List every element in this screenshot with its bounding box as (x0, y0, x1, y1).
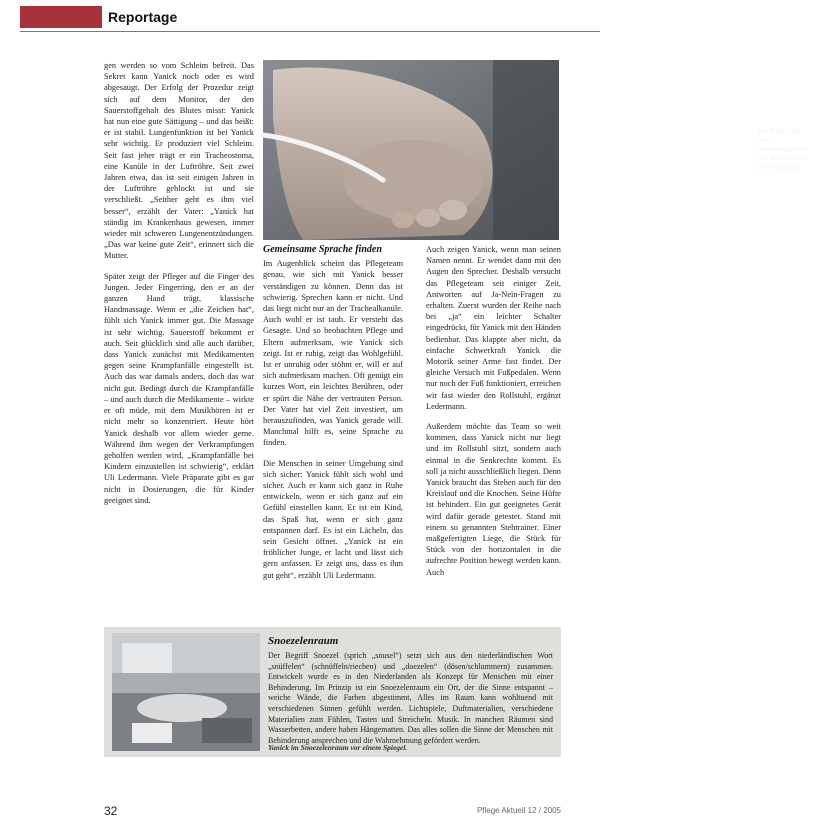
page-header (0, 6, 620, 28)
header-rule (20, 31, 600, 32)
foot-sensor-photo (263, 60, 809, 240)
paragraph: Außerdem möchte das Team so weit kommen, dass Yanick nicht nur liegt und im Rollstuhl sitzt, sondern auch einmal in die Senkrechte kommt. Es soll ja nicht ausschließlich liegen. Denn Yanick braucht das Stehen auch für den Kreislauf und die Knochen. Seine Hüfte ist behindert. Ein gut geeignetes Gerät wird dafür gerade getestet. Stand mit einem so genannten Stehtrainer. Einer maßgefertigten Liege, die Stück für Stück von der horizontalen in die aufrechte Position bewegt werden kann. Auch (426, 422, 561, 577)
photo-caption: Ein Fühler für den Sauerstoffgehalt des Blutes ist am Zeh befestigt. (758, 126, 809, 171)
article-column-1 (104, 60, 254, 515)
box-title: Snoezelenraum (268, 635, 339, 647)
header-accent-block (20, 6, 102, 28)
publication-source: Pflege Aktuell 12 / 2005 (476, 806, 561, 815)
page-number: 32 (104, 804, 118, 818)
paragraph: Später zeigt der Pfleger auf die Finger des Jungen. Jeder Fingerring, den er an der ganzen Hand trägt, klassische Handmassage. Wenn er „die Zeichen hat“, fühlt sich Yanick immer gut. Die Massage ist sehr wichtig. Sauerstoff bekommt er auch. Seit glücklich sind alle auch darüber, dass Yanick zunächst mit Medikamenten gegen seine Krampfanfälle eingestellt ist. Auch das war damals anders, doch das war nicht gut. Bedingt durch die Krampfanfälle – und auch durch die Medikamente – wirkte er oft müde, mit dem Musikhören ist er nicht mehr so konzentriert. Heute hört Yanick deshalb vor allem wieder gerne. Während ihm wegen der Verkrampfungen geholfen werden wird, „Krampfanfälle bei Kindern einzustellen ist schwierig“, erklärt Uli Ledermann. Viele Präparate gibt es gar nicht in Dosierungen, die für Kinder geeignet sind. (104, 271, 254, 505)
paragraph: Auch zeigen Yanick, wenn man seinen Namen nennt. Er wendet dann mit den Augen den Sprecher. Deshalb versucht das Pflegeteam seit einiger Zeit, Antworten auf Ja-Nein-Fragen zu erhalten. Zuerst wurden der Reihe nach bei „ja“ ein leichter Schalter eingedrückt, für Yanick mit den Händen bedienbar. Das klappte aber nicht, da einfache Schwerkraft Yanick die Motorik seiner Arme fast findet. Der gleiche Versuch mit Fußpedalen. Wenn nur noch der Fuß funktioniert, erreichen wir fast wieder den Rollstuhl, ergänzt Ledermann. (426, 245, 561, 411)
paragraph: Die Menschen in seiner Umgebung sind sich sicher: Yanick fühlt sich wohl und sicher. Auch er kann sich ganz in Ruhe entwickeln, wenn er sich ganz auf ein Gefühl einstellen kann. Er ist ein Kind, das Spaß hat, wenn er sich ganz entspannen darf. Es ist ein Lächeln, das sein Gesicht öffnet. „Yanick ist ein fröhlicher Junge, er lacht und lässt sich gern anfassen. Er zeigt uns, dass es ihm gut geht“, erzählt Uli Ledermann. (263, 458, 403, 580)
snoezelen-room-photo (112, 633, 260, 751)
room-photo-drawing (112, 633, 260, 751)
box-text: Der Begriff Snoezel (sprich „snusel“) setzt sich aus den niederländischen Wort „snüffelen“ (schnüffeln/riechen) und „doezelen“ (dösen/schlummern) zusammen. Entwickelt wurde es in den Niederlanden als Konzept für Menschen mit einer Behinderung. Im Prinzip ist ein Snoezelenraum ein Ort, der die Sinne entspannt – weiche Wände, die Farben abgestimmt, Alles im Raum kann wohltuend mit verschiedenen Sinnen gefühlt werden. Lichtspiele, Duftmaterialien, verschiedene Materialien zum Fühlen, Tasten und Streicheln. Musik. In manchen Räumen sind Wasserbetten, andere haben Hängematten. Das alles sollen die Sinne der Menschen mit Behinderung ansprechen und die Wahrnehmung gefördert werden. (268, 651, 553, 745)
foot-photo-drawing (263, 60, 559, 240)
box-photo-caption: Yanick im Snoezelenraum vor einem Spiegel. (268, 743, 408, 752)
page-footer (0, 804, 620, 820)
info-box-snoezelenraum (104, 627, 561, 757)
section-label: Reportage (108, 9, 178, 25)
article-column-3 (426, 244, 561, 587)
paragraph: Im Augenblick scheint das Pflegeteam genau, wie sich mit Yanick besser verständigen zu können. Denn das ist schwierig. Sprechen kann er nicht. Und das liegt nicht nur an der Trachealkanüle. Auch wohl er ist taub. Er versteht das Gesagte. Und so beobachten Pflege und Eltern aufmerksam, wie Yanick sich zeigt. Ist er ruhig, zeigt das Wohlgefühl. Ist er unruhig oder stöhnt er, will er auf sich aufmerksam machen. Oft genügt ein kurzes Wort, ein leichtes Berühren, oder er spürt die Nähe der vertrauten Person. Der Vater hat viel Zeit investiert, um herauszufinden, was Yanick gerade will. Manchmal hilft es, seine Sprache zu finden. (263, 259, 403, 448)
article-column-2 (263, 244, 403, 590)
paragraph: gen werden so vom Schleim befreit. Das Sekret kann Yanick noch oder es wird abgesaugt. Der Erfolg der Prozedur zeigt sich auf dem Monitor, der den Sauerstoffgehalt des Blutes misst: Yanick hat nun eine gute Sättigung – und das heißt: er ist stabil. Lungenfunktion ist bei Yanick sehr wichtig. Er produziert viel Schleim. Seit fast jeher trägt er ein Tracheostoma, eine Kanüle in der Luftröhre. Seit zwei Jahren etwa, das ist seit einigen Jahren in der Luftröhre geblockt ist und sie verschließt. „Seither geht es ihm viel besser“, erzählt der Vater: „Yanick hat ständig im Krankenhaus gewesen, immer wieder mit schweren Lungenentzündungen. „Das war keine gute Zeit“, erinnert sich die Mutter. (104, 61, 254, 261)
section-subheading: Gemeinsame Sprache finden (263, 244, 382, 255)
